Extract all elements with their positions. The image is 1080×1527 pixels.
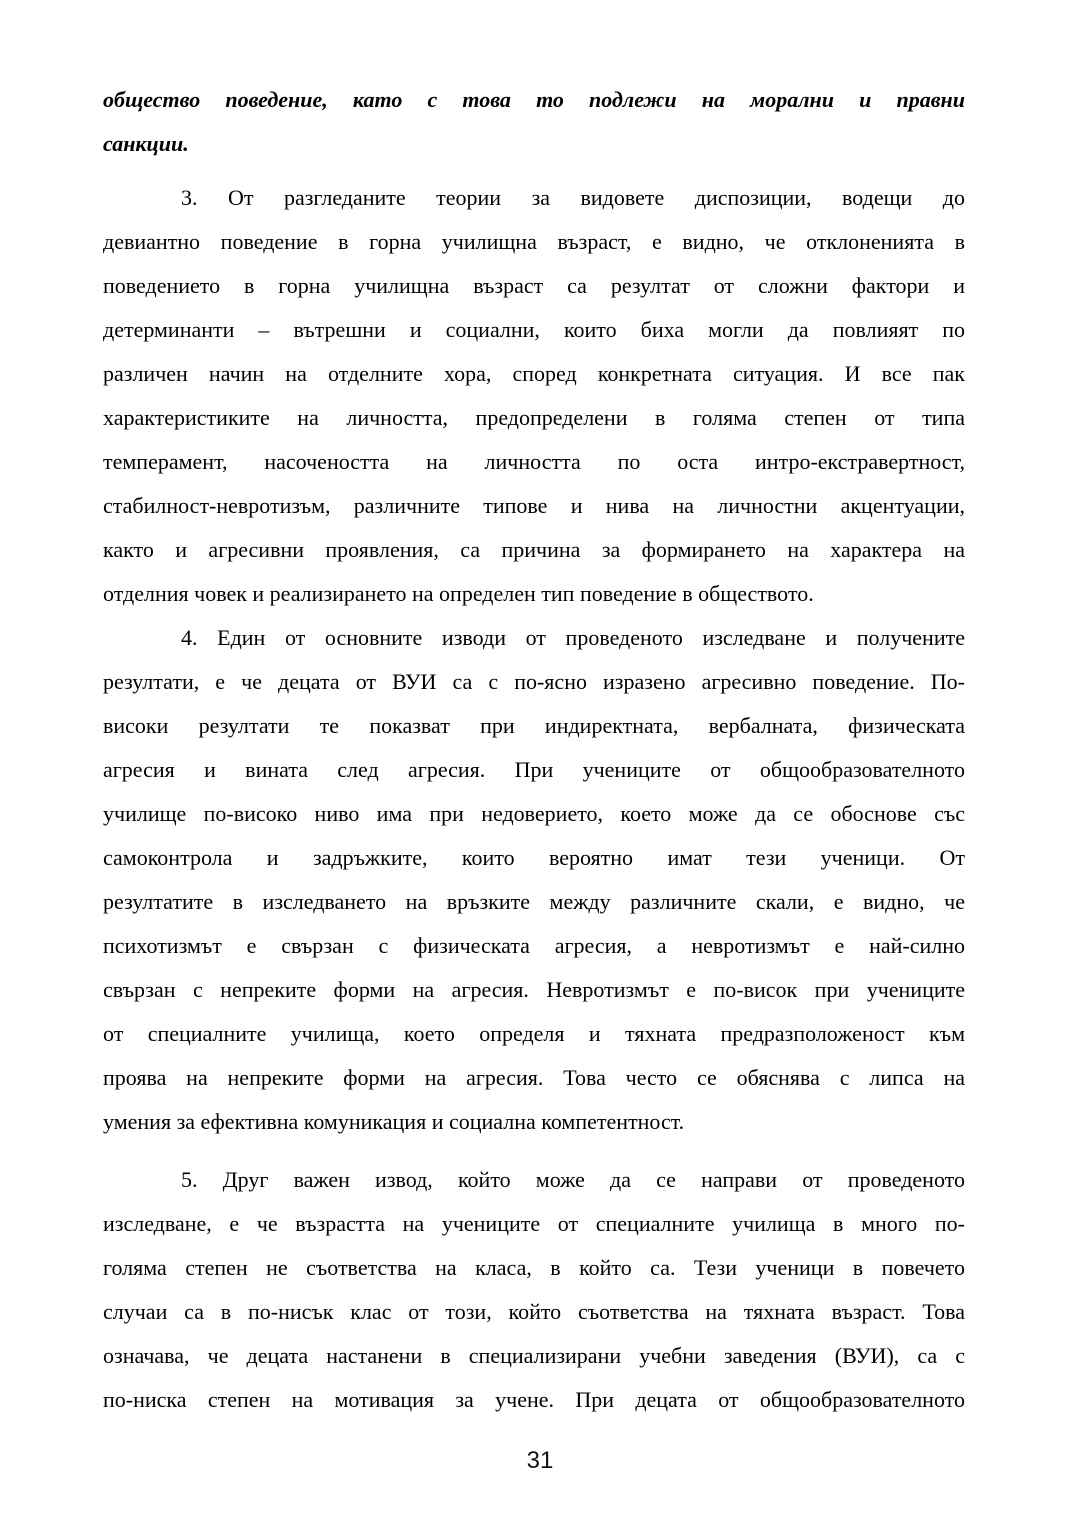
text-line: изследване, е че възрастта на учениците от специалните училища в много по- [103, 1211, 965, 1236]
text-line: свързан с непреките форми на агресия. Невротизмът е по-висок при учениците [103, 977, 965, 1002]
text-line: резултатите в изследването на връзките между различните скали, е видно, че [103, 889, 965, 914]
text-line: случаи са в по-нисък клас от този, който съответства на тяхната възраст. Това [103, 1299, 965, 1324]
text-line: както и агресивни проявления, са причина за формирането на характера на [103, 537, 965, 562]
text-line: по-ниска степен на мотивация за учене. При децата от общообразователното [103, 1387, 965, 1412]
paragraph-point-4 [103, 616, 965, 1144]
paragraph-point-3 [103, 176, 965, 616]
text-line: 4. Един от основните изводи от проведеното изследване и получените [181, 625, 965, 650]
paragraph-point-5 [103, 1158, 965, 1422]
text-line: училище по-високо ниво има при недоверието, което може да се обоснове със [103, 801, 965, 826]
text-line: отделния човек и реализирането на определен тип поведение в обществото. [103, 581, 814, 606]
text-line: агресия и вината след агресия. При учениците от общообразователното [103, 757, 965, 782]
text-line: 5. Друг важен извод, който може да се направи от проведеното [181, 1167, 965, 1192]
text-line: характеристиките на личността, предопределени в голяма степен от типа [103, 405, 965, 430]
page-content [103, 78, 965, 1422]
text-line: умения за ефективна комуникация и социална компетентност. [103, 1109, 685, 1134]
paragraph-continued [103, 78, 965, 166]
text-line: 3. От разгледаните теории за видовете диспозиции, водещи до [181, 185, 965, 210]
text-line: темперамент, насочеността на личността по оста интро-екстравертност, [103, 449, 965, 474]
text-line: психотизмът е свързан с физическата агресия, а невротизмът е най-силно [103, 933, 965, 958]
text-line: санкции. [103, 131, 189, 156]
text-line: девиантно поведение в горна училищна възраст, е видно, че отклоненията в [103, 229, 965, 254]
text-line: от специалните училища, което определя и тяхната предразположеност към [103, 1021, 965, 1046]
text-line: голяма степен не съответства на класа, в който са. Тези ученици в повечето [103, 1255, 965, 1280]
text-line: означава, че децата настанени в специализирани учебни заведения (ВУИ), са с [103, 1343, 965, 1368]
text-line: резултати, е че децата от ВУИ са с по-ясно изразено агресивно поведение. По- [103, 669, 965, 694]
text-line: общество поведение, като с това то подлежи на морални и правни [103, 87, 965, 112]
text-line: детерминанти – вътрешни и социални, които биха могли да повлияят по [103, 317, 965, 342]
text-line: високи резултати те показват при индиректната, вербалната, физическата [103, 713, 965, 738]
page-number: 31 [526, 1447, 554, 1474]
text-line: поведението в горна училищна възраст са резултат от сложни фактори и [103, 273, 965, 298]
text-line: самоконтрола и задръжките, които вероятно имат тези ученици. От [103, 845, 965, 870]
text-line: стабилност-невротизъм, различните типове и нива на личностни акцентуации, [103, 493, 965, 518]
text-line: различен начин на отделните хора, според конкретната ситуация. И все пак [103, 361, 965, 386]
text-line: проява на непреките форми на агресия. Това често се обяснява с липса на [103, 1065, 965, 1090]
